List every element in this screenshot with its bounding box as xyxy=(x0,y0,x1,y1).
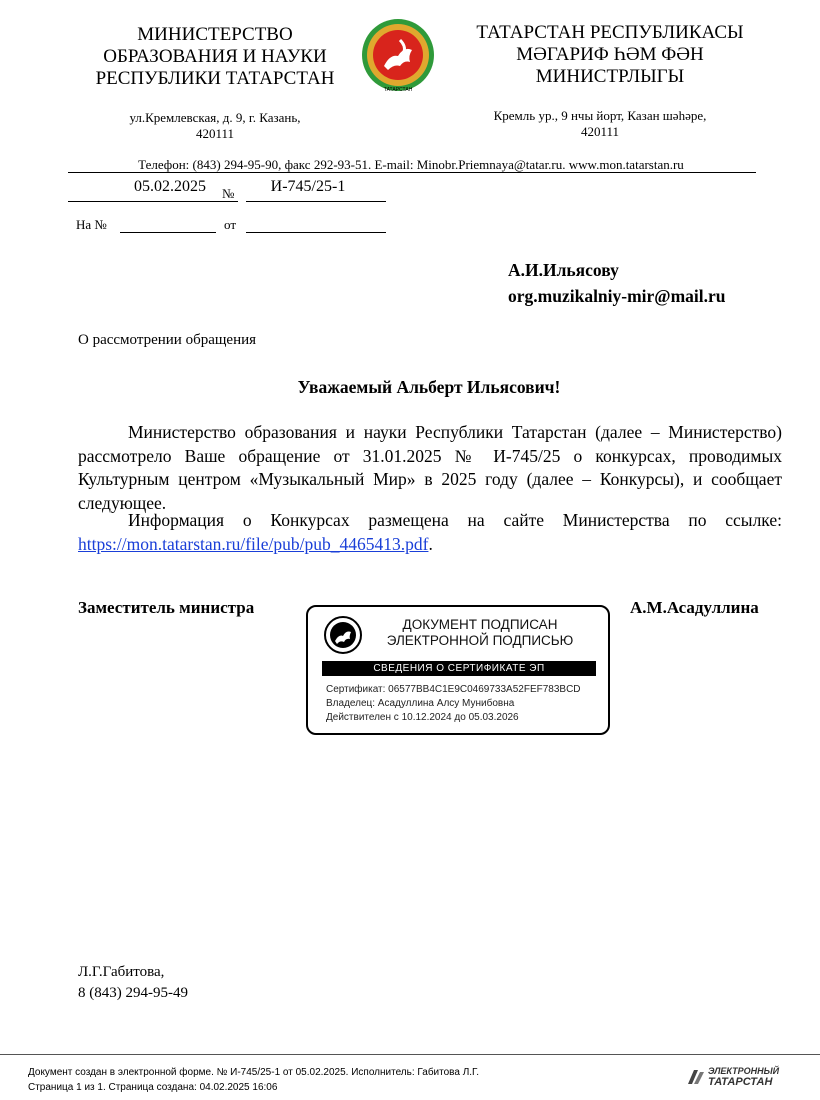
ministry-name-ru xyxy=(70,24,360,90)
ref-number-underline xyxy=(120,232,216,233)
letter-subject: О рассмотрении обращения xyxy=(78,332,257,348)
recipient-name: А.И.Ильясову xyxy=(508,260,619,280)
ministry-name-line: ТАТАРСТАН РЕСПУБЛИКАСЫ xyxy=(476,22,744,43)
executor-name: Л.Г.Габитова, xyxy=(78,964,165,980)
stamp-owner: Владелец: Асадуллина Алсу Мунибовна xyxy=(326,698,515,709)
address-line: 420111 xyxy=(195,126,235,141)
body-paragraph: Министерство образования и науки Республики Татарстан (далее – Министерство) рассмотрело Ваше обращение от 31.01.2025 № И-745/25 о конкурсах, проводимых Культурным центром «Музыкальный Мир» в 2025 году (далее – Конкурсы), и сообщает следующее. xyxy=(78,422,782,513)
logo-text xyxy=(708,1066,779,1088)
date-underline xyxy=(68,201,238,202)
stamp-certificate-bar: СВЕДЕНИЯ О СЕРТИФИКАТЕ ЭП xyxy=(322,661,596,676)
greeting: Уважаемый Альберт Ильясович! xyxy=(297,377,561,397)
ref-number-label: На № xyxy=(76,217,107,232)
logo-line: ТАТАРСТАН xyxy=(708,1076,773,1088)
footer-info xyxy=(28,1065,479,1095)
ref-date-underline xyxy=(246,232,386,233)
body-paragraph-link xyxy=(78,509,782,556)
recipient-block xyxy=(508,257,726,309)
logo-line: ЭЛЕКТРОННЫЙ xyxy=(708,1066,780,1076)
address-tt xyxy=(465,108,735,140)
ref-date-label: от xyxy=(224,217,237,232)
executor-phone: 8 (843) 294-95-49 xyxy=(78,985,188,1001)
header-divider xyxy=(68,172,756,173)
ministry-name-line: МИНИСТЕРСТВО xyxy=(137,24,293,45)
number-label: № xyxy=(222,186,235,201)
signer-name: А.М.Асадуллина xyxy=(630,598,759,617)
ministry-name-line: ОБРАЗОВАНИЯ И НАУКИ xyxy=(103,46,327,67)
executor-block xyxy=(78,962,188,1004)
stamp-title-line: ДОКУМЕНТ ПОДПИСАН xyxy=(402,617,558,632)
stamp-title-line: ЭЛЕКТРОННОЙ ПОДПИСЬЮ xyxy=(386,633,574,648)
electronic-tatarstan-logo xyxy=(686,1066,794,1090)
ministry-name-line: РЕСПУБЛИКИ ТАТАРСТАН xyxy=(95,68,335,89)
address-line: Кремль ур., 9 нчы йорт, Казан шәһәре, xyxy=(493,108,707,123)
address-ru xyxy=(90,110,340,142)
stamp-validity: Действителен с 10.12.2024 до 05.03.2026 xyxy=(326,712,519,723)
ministry-name-tt xyxy=(445,22,775,88)
link-end: . xyxy=(428,533,433,554)
address-line: 420111 xyxy=(580,124,620,139)
ministry-name-line: МИНИСТРЛЫГЫ xyxy=(535,66,685,87)
recipient-email: org.muzikalniy-mir@mail.ru xyxy=(508,286,726,306)
document-date: 05.02.2025 xyxy=(134,178,206,195)
document-link[interactable]: https://mon.tatarstan.ru/file/pub/pub_4465413.pdf xyxy=(78,533,429,554)
footer-line: Страница 1 из 1. Страница создана: 04.02.2025 16:06 xyxy=(28,1082,278,1093)
stamp-certificate: Сертификат: 06577BB4C1E9C0469733A52FEF783BCD xyxy=(326,684,581,695)
footer-line: Документ создан в электронной форме. № И-745/25-1 от 05.02.2025. Исполнитель: Габитова Л.Г. xyxy=(28,1067,480,1078)
electronic-signature-stamp xyxy=(306,605,610,735)
stamp-title xyxy=(368,617,592,649)
link-intro: Информация о Конкурсах размещена на сайте Министерства по ссылке: xyxy=(128,510,782,530)
emblem-text: ТАТАРСТАН xyxy=(383,87,413,93)
number-underline xyxy=(246,201,386,202)
address-line: ул.Кремлевская, д. 9, г. Казань, xyxy=(129,110,301,125)
document-number: И-745/25-1 xyxy=(270,178,346,195)
contacts-line: Телефон: (843) 294-95-90, факс 292-93-51. E-mail: Minobr.Priemnaya@tatar.ru. www.mon.tatarstan.ru xyxy=(138,157,684,172)
signer-position: Заместитель министра xyxy=(78,598,255,617)
emblem-mini-icon xyxy=(324,616,362,654)
ministry-name-line: МӘГАРИФ ҺӘМ ФӘН xyxy=(516,44,704,65)
tatarstan-emblem-icon xyxy=(360,16,436,96)
logo-mark-icon xyxy=(686,1068,706,1088)
footer-divider xyxy=(0,1054,820,1055)
